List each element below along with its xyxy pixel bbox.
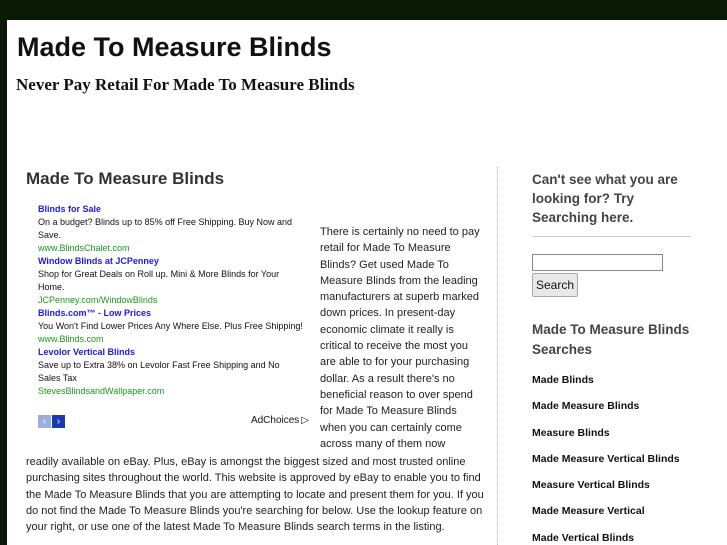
search-input[interactable] [532, 254, 663, 271]
search-heading: Can't see what you are looking for? Try Searching here. [532, 172, 678, 225]
ad-description: Save up to Extra 38% on Levolor Fast Free Shipping and No Sales Tax [38, 360, 280, 383]
search-term-link[interactable]: Made Blinds [532, 374, 594, 386]
adchoices-label: AdChoices [250, 415, 300, 426]
sidebar-divider [532, 236, 691, 237]
search-term-link[interactable]: Measure Blinds [532, 426, 610, 439]
search-term-link[interactable]: Made Measure Vertical Blinds [532, 452, 680, 465]
ad-description: Shop for Great Deals on Roll up. Mini & More Blinds for Your Home. [38, 269, 280, 292]
site-tagline: Never Pay Retail For Made To Measure Blinds [16, 75, 355, 94]
ad-pager [38, 415, 65, 428]
search-term-link[interactable]: Measure Vertical Blinds [532, 479, 650, 492]
ad-block [38, 203, 309, 429]
ad-item [38, 255, 303, 307]
ad-description: You Won't Find Lower Prices Any Where Else. Plus Free Shipping! [38, 321, 303, 331]
ad-description: On a budget? Blinds up to 85% off Free Shipping. Buy Now and Save. [38, 217, 292, 240]
post-title[interactable]: Made To Measure Blinds [26, 169, 225, 188]
ad-title-link[interactable]: Blinds.com™ - Low Prices [38, 308, 152, 318]
ad-title-link[interactable]: Window Blinds at JCPenney [38, 256, 159, 266]
chevron-right-icon[interactable]: › [52, 415, 65, 428]
adchoices-link[interactable] [251, 415, 309, 426]
ad-item [38, 307, 303, 346]
ad-url-link[interactable]: JCPenney.com/WindowBlinds [38, 295, 158, 305]
ad-item [38, 346, 303, 398]
search-term-link[interactable]: Made Vertical Blinds [532, 531, 635, 544]
search-button[interactable]: Search [532, 273, 578, 297]
ad-url-link[interactable]: www.BlindsChalet.com [38, 243, 130, 253]
post-body-top: There is certainly no need to pay retail for Made To Measure Blinds? Get used Made To Measure Blinds from the leading manufacturers at superb marked down prices. In present-day economic climate it really is critical to receive the most you are able to for your purchasing dollar. As a result there's no beneficial reason to over spend for Made To Measure Blinds when you can certainly come across many of them now [320, 226, 480, 450]
ad-url-link[interactable]: StevesBlindsandWallpaper.com [38, 386, 165, 396]
ad-url-link[interactable]: www.Blinds.com [38, 334, 104, 344]
searches-heading: Made To Measure Blinds Searches [532, 322, 690, 357]
chevron-left-icon[interactable]: ‹ [38, 415, 51, 428]
ad-title-link[interactable]: Levolor Vertical Blinds [38, 347, 136, 357]
search-term-link[interactable]: Made Measure Blinds [532, 400, 640, 413]
search-term-link[interactable]: Made Measure Vertical [532, 505, 645, 518]
search-terms-list [532, 374, 680, 545]
ad-title-link[interactable]: Blinds for Sale [38, 204, 102, 214]
adchoices-icon: ▷ [301, 415, 309, 426]
ad-item [38, 203, 303, 255]
post-body-bottom: readily available on eBay. Plus, eBay is amongst the biggest sized and most trusted online purchasing sites throughout the world. This website is approved by eBay to enable you to find the Made To Measure Blinds that you are attempting to locate and present them for you. If you do not find the Made To Measure Blinds you're searching for below. Use the lookup feature on your right, or use one of the latest Made To Measure Blinds search terms in the listing. [26, 456, 484, 534]
column-divider [497, 167, 498, 545]
site-title[interactable]: Made To Measure Blinds [17, 32, 332, 62]
page [7, 20, 727, 545]
